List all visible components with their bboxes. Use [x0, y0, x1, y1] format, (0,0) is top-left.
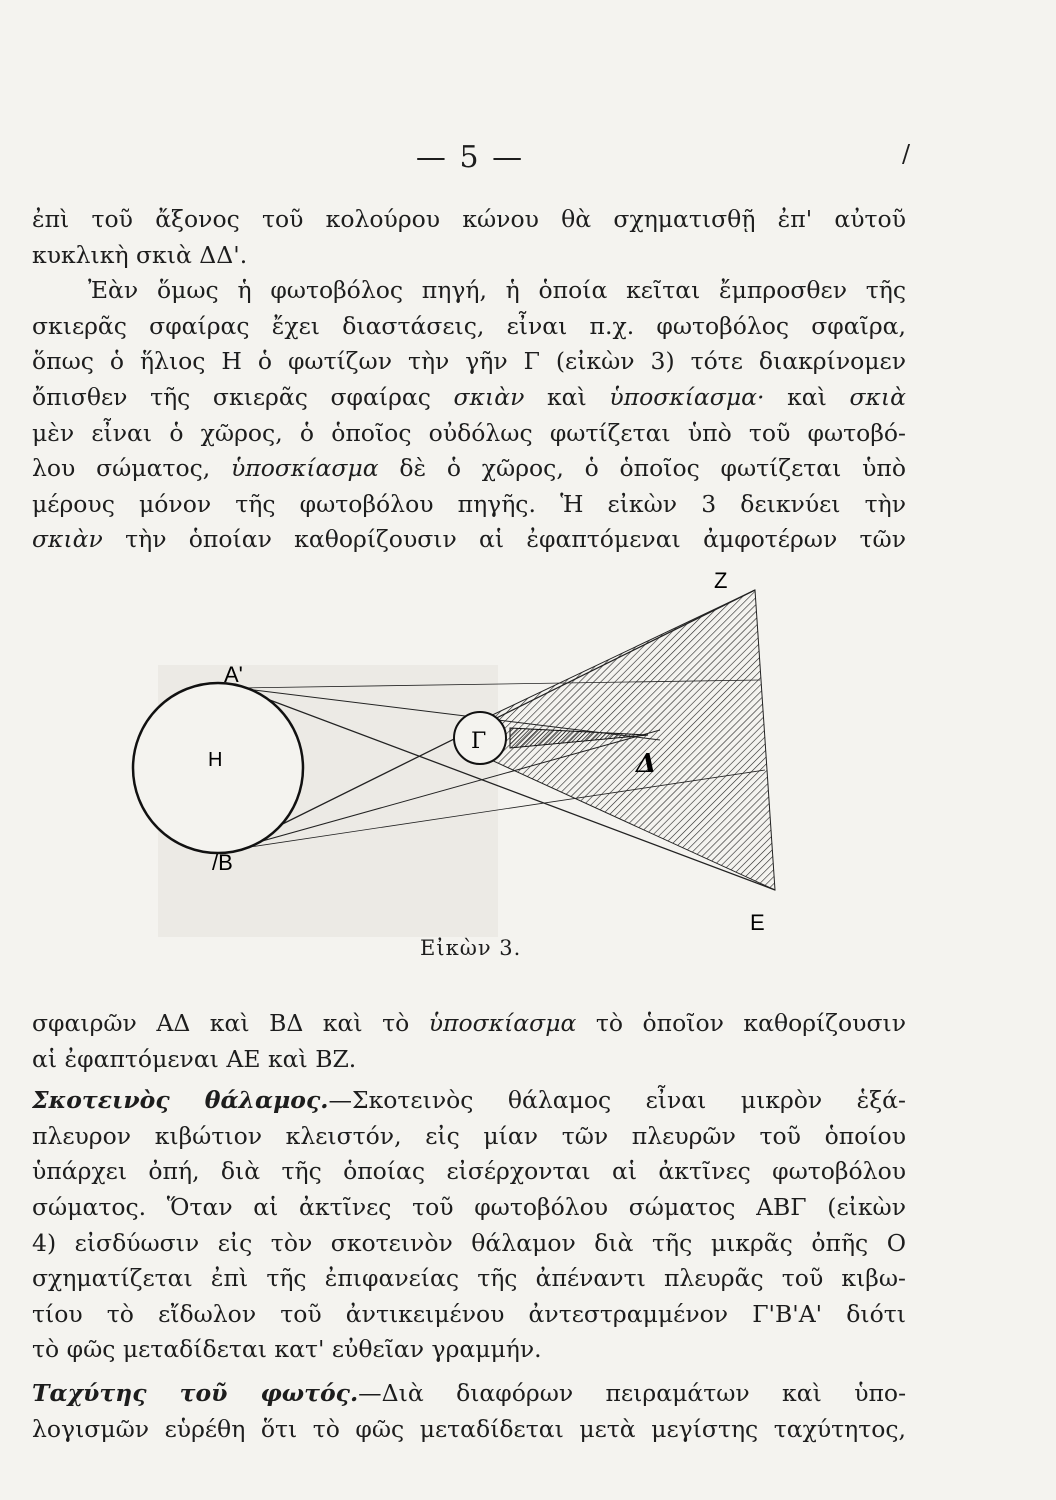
term-skia: σκιὰ [849, 382, 906, 411]
text-run: δὲ ὁ χῶρος, ὁ ὁποῖος φωτίζεται ὑπὸ [378, 454, 906, 483]
text-run: —Σκοτεινὸς θάλαμος εἶναι μικρὸν ἑξά- [328, 1086, 906, 1115]
text-line: μέρους μόνον τῆς φωτοβόλου πηγῆς. Ἡ εἰκὼν 3 δεικνύει τὴν [32, 489, 906, 518]
term-yposkiasma: ὑποσκίασμα [428, 1009, 577, 1037]
text-line: Ἐὰν ὅμως ἡ φωτοβόλος πηγή, ἡ ὁποία κεῖται ἔμπροσθεν τῆς [88, 276, 906, 305]
term-skia: σκιὰν [32, 525, 103, 554]
text-line [32, 1006, 906, 1042]
text-line: λογισμῶν εὑρέθη ὅτι τὸ φῶς μεταδίδεται μετὰ μεγίστης ταχύτητος, [32, 1414, 906, 1443]
label-earth: Γ [471, 729, 487, 754]
text-run: καὶ [524, 382, 610, 411]
section-heading: Ταχύτης τοῦ φωτός. [32, 1378, 359, 1407]
text-run: τὴν ὁποίαν καθορίζουσιν αἱ ἐφαπτόμεναι ἀμφοτέρων τῶν [102, 525, 906, 554]
label-sun: H [208, 749, 223, 771]
margin-mark: / [902, 140, 911, 168]
text-line [32, 380, 906, 416]
text-line: ὑπάρχει ὀπή, διὰ τῆς ὁποίας εἰσέρχονται αἱ ἀκτῖνες φωτοβόλου [32, 1157, 906, 1186]
text-line [32, 1083, 906, 1119]
text-line [32, 1376, 906, 1412]
text-run: λου σώματος, [32, 454, 231, 483]
text-line: τὸ φῶς μεταδίδεται κατ' εὐθεῖαν γραμμήν. [32, 1335, 542, 1364]
text-line: πλευρον κιβώτιον κλειστόν, εἰς μίαν τῶν πλευρῶν τοῦ ὁποίου [32, 1121, 906, 1150]
figure-shadow-diagram [100, 560, 790, 950]
label-e: E [750, 910, 765, 935]
text-line: ἐπὶ τοῦ ἄξονος τοῦ κολούρου κώνου θὰ σχηματισθῇ ἐπ' αὐτοῦ [32, 205, 906, 233]
figure-caption: Εἰκὼν 3. [420, 936, 522, 960]
section-heading: Σκοτεινὸς θάλαμος. [32, 1086, 329, 1115]
text-run: τὸ ὁποῖον καθορίζουσιν [576, 1009, 906, 1037]
text-top [32, 202, 906, 558]
text-bottom [32, 1006, 906, 1447]
text-run: σφαιρῶν ΑΔ καὶ ΒΔ καὶ τὸ [32, 1009, 429, 1037]
text-line: μὲν εἶναι ὁ χῶρος, ὁ ὁποῖος οὐδόλως φωτίζεται ὑπὸ τοῦ φωτοβό- [32, 418, 906, 447]
text-line: κυκλικὴ σκιὰ ΔΔ'. [32, 240, 248, 269]
page-number: — 5 — [415, 140, 525, 175]
text-line: τίου τὸ εἴδωλον τοῦ ἀντικειμένου ἀντεστραμμένον Γ'Β'Α' διότι [32, 1299, 906, 1328]
label-delta: Δ [636, 749, 657, 779]
text-run: ὄπισθεν τῆς σκιερᾶς σφαίρας [32, 382, 454, 411]
text-line: 4) εἰσδύωσιν εἰς τὸν σκοτεινὸν θάλαμον διὰ τῆς μικρᾶς ὀπῆς Ο [32, 1228, 906, 1257]
text-line: ὅπως ὁ ἥλιος Η ὁ φωτίζων τὴν γῆν Γ (εἰκὼν 3) τότε διακρίνομεν [32, 347, 906, 376]
label-b: /B [212, 850, 233, 875]
text-line: αἱ ἐφαπτόμεναι ΑΕ καὶ ΒΖ. [32, 1044, 357, 1073]
text-line: σώματος. Ὅταν αἱ ἀκτῖνες τοῦ φωτοβόλου σώματος ΑΒΓ (εἰκὼν [32, 1192, 906, 1221]
term-yposkiasma: ὑποσκίασμα [231, 454, 379, 483]
term-skia: σκιὰν [453, 382, 525, 411]
label-a-prime: A' [224, 662, 243, 687]
text-line [32, 451, 906, 487]
text-line [32, 522, 906, 558]
text-line: σχηματίζεται ἐπὶ τῆς ἐπιφανείας τῆς ἀπέναντι πλευρᾶς τοῦ κιβω- [32, 1264, 906, 1293]
term-yposkiasma: ὑποσκίασμα· [609, 382, 765, 411]
label-z: Z [714, 568, 728, 593]
text-line: σκιερᾶς σφαίρας ἔχει διαστάσεις, εἶναι π.χ. φωτοβόλος σφαῖρα, [32, 311, 906, 340]
text-run: καὶ [764, 382, 850, 411]
text-run: —Διὰ διαφόρων πειραμάτων καὶ ὑπο- [358, 1378, 906, 1407]
